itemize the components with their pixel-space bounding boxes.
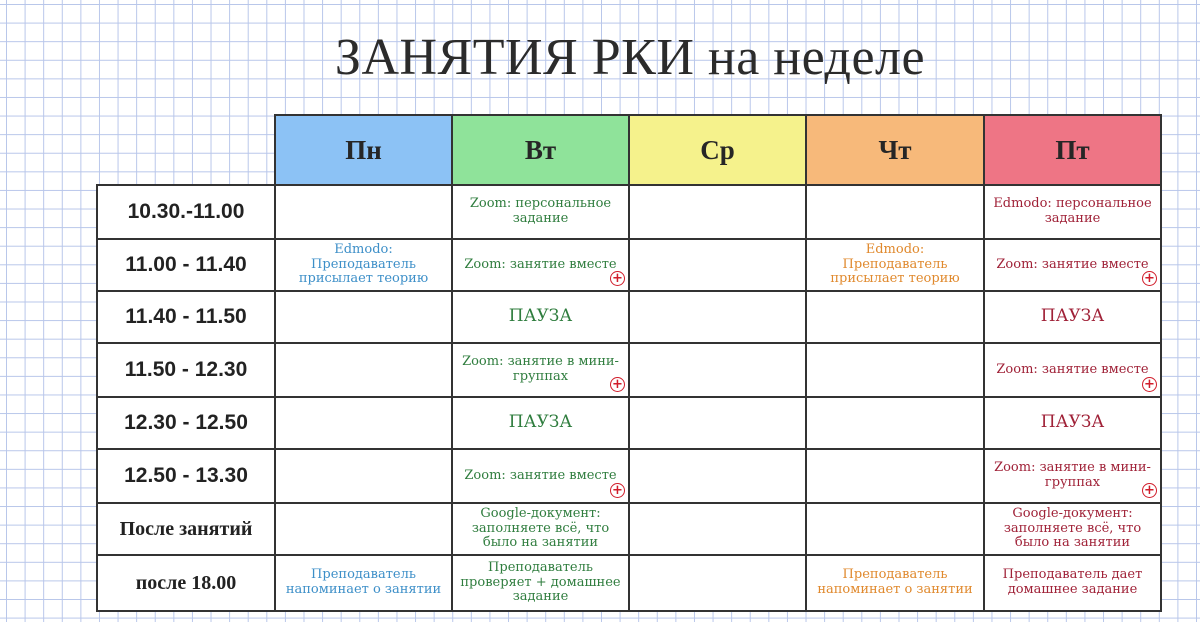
time-slot: 12.50 - 13.30 (96, 448, 276, 504)
schedule-cell (628, 290, 807, 344)
schedule-cell (983, 342, 1162, 398)
schedule-cell (805, 448, 985, 504)
schedule-cell (983, 448, 1162, 504)
time-slot: 11.50 - 12.30 (96, 342, 276, 398)
time-slot: 12.30 - 12.50 (96, 396, 276, 450)
time-slot: 11.40 - 11.50 (96, 290, 276, 344)
plus-circle-icon: + (610, 483, 625, 498)
schedule-cell: Edmodo: Преподаватель присылает теорию (274, 238, 453, 292)
schedule-cell (451, 342, 630, 398)
schedule-cell: Zoom: персональное задание (451, 184, 630, 240)
cell-text: Zoom: занятие вместе (996, 361, 1149, 377)
cell-text: Zoom: занятие вместе (464, 256, 617, 272)
schedule-cell (274, 290, 453, 344)
cell-text: Zoom: занятие в мини-группах (462, 354, 619, 384)
plus-circle-icon: + (610, 377, 625, 392)
time-slot: после 18.00 (96, 554, 276, 612)
schedule-cell (805, 396, 985, 450)
schedule-cell (628, 448, 807, 504)
schedule-cell (805, 502, 985, 556)
schedule-cell (274, 342, 453, 398)
day-header-thu: Чт (805, 114, 985, 186)
plus-circle-icon: + (1142, 483, 1157, 498)
day-header-mon: Пн (274, 114, 453, 186)
header-corner (98, 116, 276, 186)
schedule-cell: Google-документ: заполняете всё, что было на занятии (451, 502, 630, 556)
schedule-cell: Преподаватель дает домашнее задание (983, 554, 1162, 612)
schedule-cell (628, 554, 807, 612)
schedule-cell: Преподаватель проверяет + домашнее задание (451, 554, 630, 612)
schedule-cell (805, 342, 985, 398)
time-slot: 10.30.-11.00 (96, 184, 276, 240)
page-title: ЗАНЯТИЯ РКИ на неделе (334, 29, 926, 86)
schedule-cell (274, 396, 453, 450)
schedule-cell: Google-документ: заполняете всё, что было на занятии (983, 502, 1162, 556)
schedule-cell (805, 290, 985, 344)
schedule-cell (805, 184, 985, 240)
schedule-cell (274, 448, 453, 504)
time-slot: 11.00 - 11.40 (96, 238, 276, 292)
pause-cell: ПАУЗА (983, 396, 1162, 450)
schedule-cell (983, 238, 1162, 292)
pause-cell: ПАУЗА (983, 290, 1162, 344)
schedule-cell: Преподаватель напоминает о занятии (805, 554, 985, 612)
plus-circle-icon: + (1142, 377, 1157, 392)
cell-text: Zoom: занятие вместе (996, 256, 1149, 272)
plus-circle-icon: + (610, 271, 625, 286)
schedule-cell (451, 448, 630, 504)
plus-circle-icon: + (1142, 271, 1157, 286)
schedule-cell: Преподаватель напоминает о занятии (274, 554, 453, 612)
time-slot: После занятий (96, 502, 276, 556)
day-header-fri: Пт (983, 114, 1162, 186)
cell-text: Zoom: занятие в мини-группах (994, 460, 1151, 490)
schedule-cell: Edmodo: персональное задание (983, 184, 1162, 240)
schedule-cell (451, 238, 630, 292)
cell-text: Zoom: занятие вместе (464, 467, 617, 483)
pause-cell: ПАУЗА (451, 290, 630, 344)
day-header-wed: Ср (628, 114, 807, 186)
pause-cell: ПАУЗА (451, 396, 630, 450)
schedule-cell (628, 502, 807, 556)
schedule-cell (274, 184, 453, 240)
schedule-table (98, 116, 1162, 612)
schedule-cell (628, 342, 807, 398)
schedule-cell (628, 396, 807, 450)
day-header-tue: Вт (451, 114, 630, 186)
schedule-cell (274, 502, 453, 556)
schedule-cell: Edmodo: Преподаватель присылает теорию (805, 238, 985, 292)
schedule-cell (628, 238, 807, 292)
schedule-cell (628, 184, 807, 240)
